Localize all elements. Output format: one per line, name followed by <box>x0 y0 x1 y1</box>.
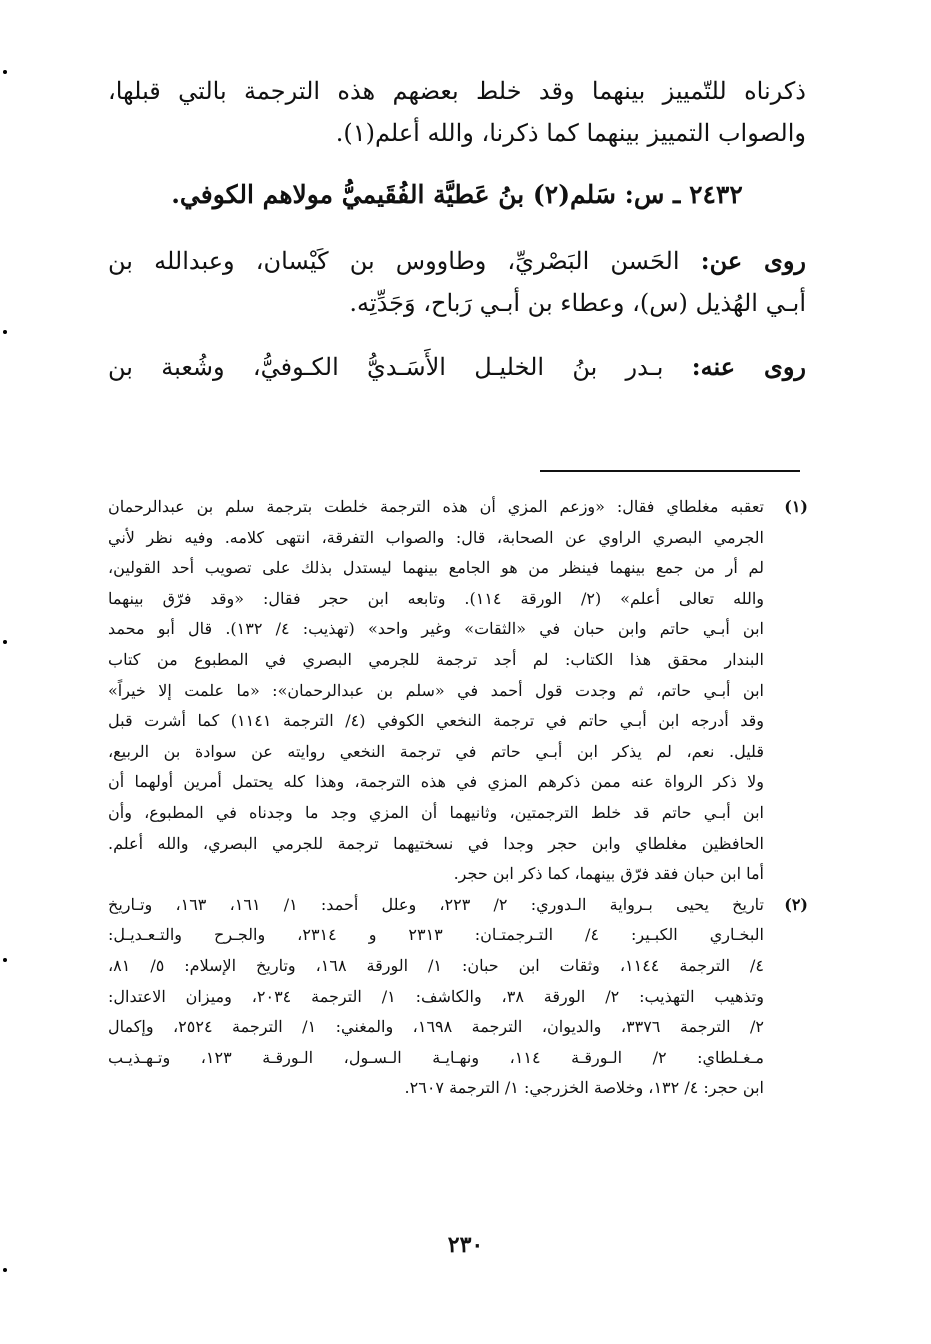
page-number: ٢٣٠ <box>447 1232 484 1258</box>
narrated-by-label: روى عنه: <box>691 352 806 381</box>
margin-mark <box>3 330 7 334</box>
narrated-by-section <box>108 346 806 388</box>
margin-mark <box>3 1268 7 1272</box>
footnote-line: وقد أدرجه ابن أبـي حاتم في ترجمة النخعي الكوفي (٤/ الترجمة ١١٤١) كما أشرت قبل <box>108 711 764 731</box>
footnote-line: ابن أبـي حاتم قد خلط الترجمتين، وثانيهما أن المزي وجد ما وجدناه في المطبوع، وأن <box>108 802 764 822</box>
footnote-line: الجرمي البصري الراوي عن الصحابة، قال: والصواب التفرقة، انتهى كلامه. وفيه نظر لأني <box>108 527 764 547</box>
footnote-number: (١) <box>784 497 808 516</box>
footnote-number: (٢) <box>784 894 808 914</box>
margin-mark <box>3 640 7 644</box>
footnote-line: ولا ذكر الرواة عنه ممن ذكرهم المزي في هذه الترجمة، وهذا كله يحتمل أمرين أولهما أن <box>108 772 764 792</box>
text-line: والصواب التمييز بينهما كما ذكرنا، والله أعلم(١). <box>335 119 806 147</box>
footnote-line: ٢/ الترجمة ٣٣٧٦، والديوان، الترجمة ١٦٩٨، والمغني: ١/ الترجمة ٢٥٢٤، وإكمال <box>108 1017 764 1037</box>
footnote-2 <box>108 890 808 1104</box>
narrated-from-section <box>108 240 806 324</box>
narrated-from-label: روى عن: <box>700 246 806 275</box>
footnote-line: ابن أبـي حاتم وابن حبان في «الثقات» وغير واحد» (تهذيب: ٤/ ١٣٢). قال أبو محمد <box>108 619 764 639</box>
footnote-line: ٤/ الترجمة ١١٤٤، وثقات ابن حبان: ١/ الورقة ١٦٨، وتاريخ الإسلام: ٥/ ٨١، <box>108 955 764 975</box>
text-line: الحَسن البَصْريِّ، وطاووس بن كَيْسان، وعبدالله بن <box>108 247 680 275</box>
footnote-line: قليل. نعم، لم يذكر ابن أبـي حاتم في ترجمة النخعي روايته عن سوادة بن الربيع، <box>108 741 764 761</box>
footnote-line: تاريخ يحيى بـرواية الـدوري: ٢/ ٢٢٣، وعلل أحمد: ١/ ١٦١، ١٦٣، وتـاريخ <box>108 894 764 914</box>
footnote-line: وتذهيب التهذيب: ٢/ الورقة ٣٨، والكاشف: ١/ الترجمة ٢٠٣٤، وميزان الاعتدال: <box>108 986 764 1006</box>
footnote-line: ابن أبـي حاتم، ثم وجدت قول أحمد في «سلم بن عبدالرحمان»: «ما علمت إلا خيراً» <box>108 680 764 700</box>
footnote-line: أما ابن حبان فقد فرّق بينهما، كما ذكر ابن حجر. <box>453 864 764 884</box>
text-line: بـدر بنُ الخليـل الأَسَـديُّ الكـوفيُّ، وشُعبة بن <box>108 353 664 381</box>
footnote-line: ابن حجر: ٤/ ١٣٢، وخلاصة الخزرجي: ١/ الترجمة ٢٦٠٧. <box>404 1078 764 1098</box>
footnotes <box>108 492 808 1104</box>
entry-heading: ٢٤٣٢ ـ س: سَلم(٢) بنُ عَطيَّة الفُقَيميُّ مولاهم الكوفي. <box>171 180 743 209</box>
footnote-1 <box>108 492 808 890</box>
footnote-line: مـغـلطاي: ٢/ الـورقـة ١١٤، ونهـايـة الـسـول، الـورقـة ١٢٣، وتـهـذيـب <box>108 1047 764 1067</box>
margin-mark <box>3 958 7 962</box>
footnote-line: لم أر من جمع بينهما فينظر من هو الجامع بينهما ليستدل بذلك على تصويب أحد القولين، <box>108 558 764 578</box>
footnote-line: تعقبه مغلطاي فقال: «وزعم المزي أن هذه الترجمة خلطت بترجمة سلم بن عبدالرحمان <box>108 497 764 516</box>
main-text <box>108 70 806 388</box>
footnote-line: الحافظين مغلطاي وابن حجر وجدا في نسختيهما ترجمة للجرمي البصري، والله أعلم. <box>108 833 764 853</box>
paragraph-intro <box>108 70 806 154</box>
margin-mark <box>3 70 7 74</box>
footnote-line: والله تعالى أعلم» (٢/ الورقة ١١٤). وتابعه ابن حجر فقال: «وقد فرّق بينهما <box>108 588 764 608</box>
text-line: أبـي الهُذيل (س)، وعطاء بن أبـي رَباح، وَجَدِّتِه. <box>349 289 806 317</box>
footnote-line: البندار محقق هذا الكتاب: لم أجد ترجمة للجرمي البصري في المطبوع من كتاب <box>108 649 764 669</box>
text-line: ذكرناه للتّمييز بينهما وقد خلط بعضهم هذه الترجمة بالتي قبلها، <box>108 77 806 105</box>
footnote-line: البخـاري الكبـير: ٤/ التـرجمتـان: ٢٣١٣ و ٢٣١٤، والجـرح والتـعـديـل: <box>108 925 764 945</box>
footnote-separator <box>540 470 800 472</box>
